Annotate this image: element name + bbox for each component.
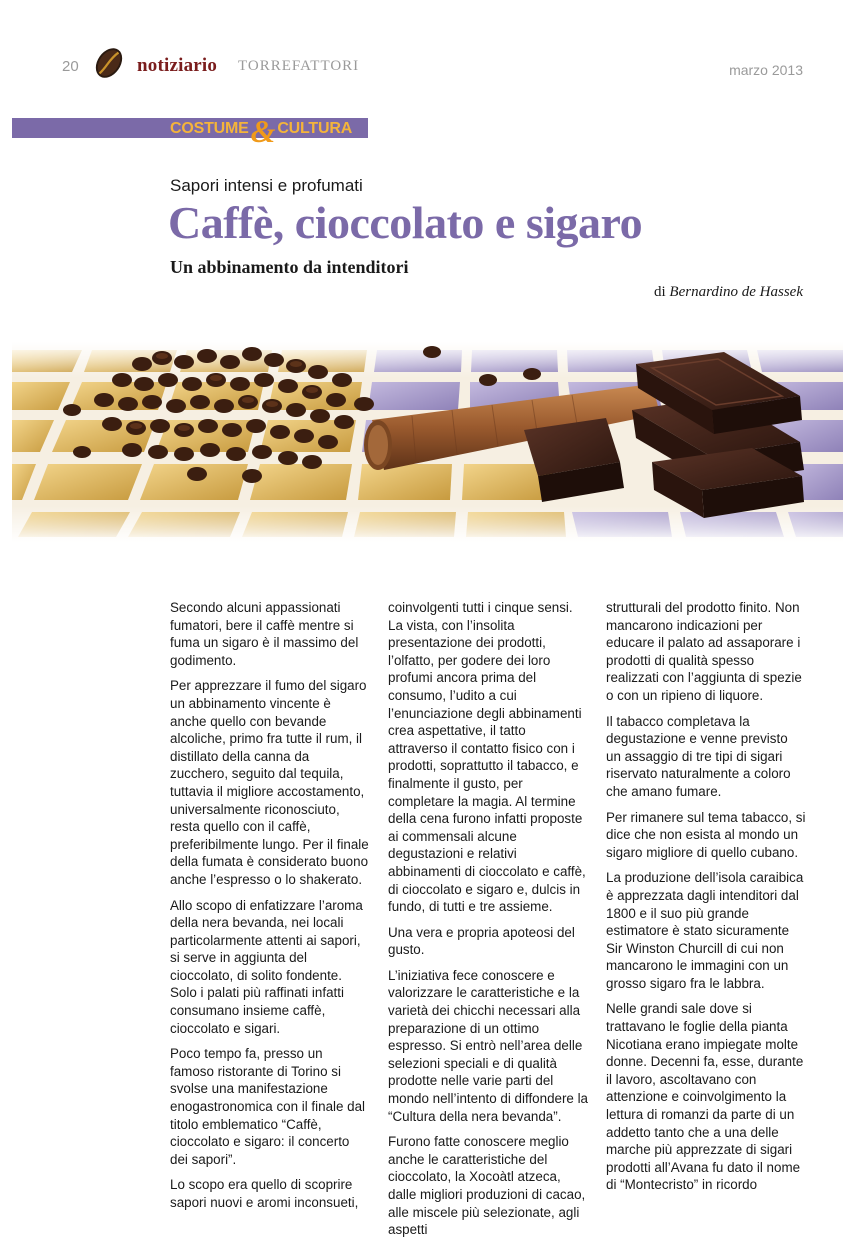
issue-date: marzo 2013 [729,62,803,78]
brand-subtitle: TORREFATTORI [238,58,360,74]
section-label [170,113,353,149]
paragraph: Furono fatte conoscere meglio anche le caratteristiche del cioccolato, la Xocoàtl atzeca, dalle migliori produzioni di cacao, alle miscele più selezionate, agli aspetti [388,1134,586,1238]
section-label-right: CULTURA [277,120,353,137]
paragraph: Per rimanere sul tema tabacco, si dice che non esista al mondo un sigaro migliore di quello cubano. [606,809,806,860]
hero-image [12,292,843,582]
paragraph: Lo scopo era quello di scoprire sapori nuovi e aromi inconsueti, [170,1177,359,1210]
byline-author: Bernardino de Hassek [669,284,803,300]
byline-prefix: di [653,284,666,300]
article-column-3 [606,599,806,1202]
paragraph: Una vera e propria apoteosi del gusto. [388,924,575,958]
paragraph: Secondo alcuni appassionati fumatori, bere il caffè mentre si fuma un sigaro è il massimo del godimento. [170,600,359,668]
paragraph: L’iniziativa fece conoscere e valorizzare le caratteristiche e la varietà dei chicchi necessari alla preparazione di un ottimo espresso. Si entrò nell’area delle selezioni speciali e di qualità prodotte nelle varie parti del mondo nell’intento di diffondere la “Cultura della nera bevanda”. [388,967,589,1124]
section-label-left: COSTUME [170,120,249,137]
brand-title: notiziario [137,55,218,76]
paragraph: Poco tempo fa, presso un famoso ristorante di Torino si svolse una manifestazione enogastronomica con il finale dal titolo emblematico “Caffè, cioccolato e sigaro: il concerto dei sapori”. [170,1046,366,1167]
coffee-bean-icon [90,44,128,82]
paragraph: Il tabacco completava la degustazione e venne previsto un assaggio di tre tipi di sigari riservato naturalmente a coloro che amano fumare. [606,713,791,799]
paragraph: Nelle grandi sale dove si trattavano le foglie della pianta Nicotiana erano impiegate molte donne. Decenni fa, esse, durante il lavoro, ascoltavano con attenzione e coinvolgimento la lettura di romanzi da parte di un addetto tanto che a una delle marche più apprezzate di sigari prodotti all’Avana fu dato il nome di “Montecristo” in ricordo [606,1001,804,1193]
article-column-1 [170,599,370,1220]
paragraph: coinvolgenti tutti i cinque sensi. La vista, con l’insolita presentazione dei prodotti, l’olfatto, per godere dei loro profumi ancora prima del consumo, l’udito a cui l’enunciazione degli abbinamenti crea aspettative, il tatto attraverso il contatto fisico con i prodotti, soprattutto il tabacco, e finalmente il gusto, per completare la magia. Al termine della cena furono infatti proposte ai commensali alcune degustazioni e relativi abbinamenti di cioccolato e caffè, di cioccolato e sigaro e, dulcis in fundo, di tutti e tre assieme. [388,600,586,915]
article-title: Caffè, cioccolato e sigaro [168,197,643,248]
paragraph: Per apprezzare il fumo del sigaro un abbinamento vincente è anche quello con bevande alcoliche, primo fra tutte il rum, il distillato della canna da zucchero, seguito dal tequila, tuttavia il migliore accostamento, universalmente riconosciuto, resta quello con il caffè, preferibilmente lungo. Per il finale della fumata è considerato buono anche l’espresso o lo shakerato. [170,678,369,887]
section-label-amp: & [250,113,276,149]
article-kicker: Sapori intensi e profumati [170,176,363,195]
paragraph: La produzione dell’isola caraibica è apprezzata dagli intenditori dal 1800 e il suo più grande estimatore è stato sicuramente Sir Winston Churcill di cui non mancarono le immagini con un grosso sigaro fra le labbra. [606,870,804,991]
page-number: 20 [62,58,79,75]
article-column-2 [388,599,588,1247]
article-subtitle: Un abbinamento da intenditori [170,257,409,277]
paragraph: strutturali del prodotto finito. Non mancarono indicazioni per educare il palato ad assaporare i prodotti di qualità spesso realizzati con l’aggiunta di spezie o con un ripieno di liquore. [606,600,802,703]
paragraph: Allo scopo di enfatizzare l’aroma della nera bevanda, nei locali particolarmente attenti ai sapori, si serve in aggiunta del cioccolato, di solito fondente. Solo i palati più raffinati infatti consumano insieme caffè, cioccolato e sigari. [170,897,363,1036]
